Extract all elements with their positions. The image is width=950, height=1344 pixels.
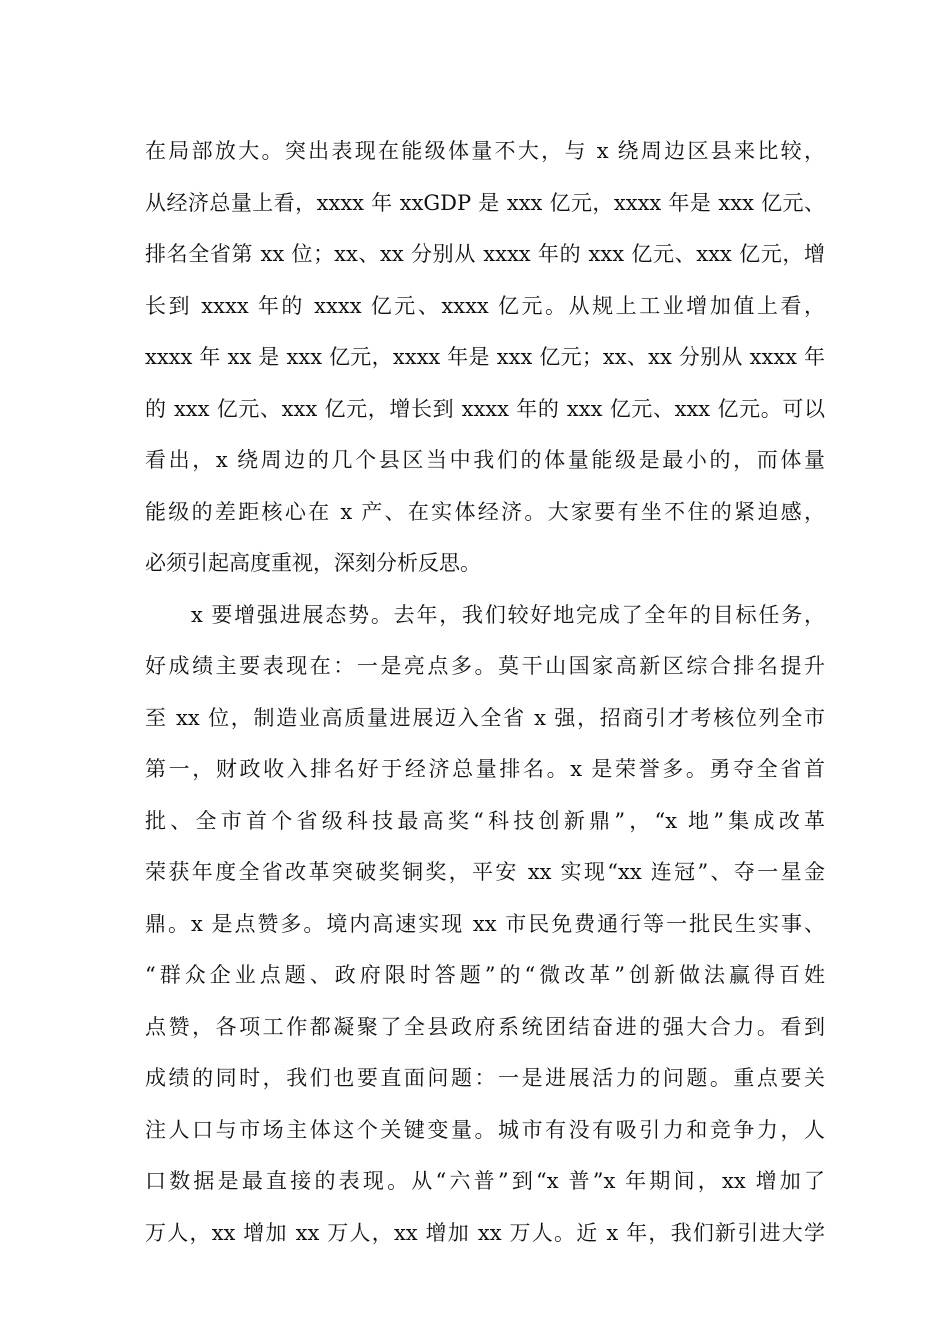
text-line: xxxx 年 xx 是 xxx 亿元，xxxx 年是 xxx 亿元；xx、xx 分别从 xxxx 年 <box>145 345 825 369</box>
text-line: 批、全市首个省级科技最高奖“科技创新鼎”，“x 地”集成改革 <box>145 808 825 833</box>
text-line: 注人口与市场主体这个关键变量。城市有没有吸引力和竞争力，人 <box>145 1117 825 1142</box>
text-line: 成绩的同时，我们也要直面问题：一是进展活力的问题。重点要关 <box>145 1066 825 1090</box>
text-line: 看出，x 绕周边的几个县区当中我们的体量能级是最小的，而体量 <box>145 448 825 472</box>
text-line: 口数据是最直接的表现。从“六普”到“x 普”x 年期间，xx 增加了 <box>145 1169 825 1193</box>
paragraph-start-line: x 要增强进展态势。去年，我们较好地完成了全年的目标任务， <box>191 602 825 627</box>
body-text <box>145 128 825 1261</box>
text-line: 万人，xx 增加 xx 万人，xx 增加 xx 万人。近 x 年，我们新引进大学 <box>145 1220 825 1245</box>
text-line: 鼎。x 是点赞多。境内高速实现 xx 市民免费通行等一批民生实事、 <box>145 911 825 936</box>
text-line: 排名全省第 xx 位；xx、xx 分别从 xxxx 年的 xxx 亿元、xxx 亿元，增 <box>145 242 825 266</box>
text-line: 长到 xxxx 年的 xxxx 亿元、xxxx 亿元。从规上工业增加值上看， <box>145 293 825 318</box>
text-line: “群众企业点题、政府限时答题”的“微改革”创新做法赢得百姓 <box>145 963 825 987</box>
text-line: 在局部放大。突出表现在能级体量不大，与 x 绕周边区县来比较， <box>145 139 825 163</box>
text-line: 好成绩主要表现在：一是亮点多。莫干山国家高新区综合排名提升 <box>145 654 825 678</box>
text-line: 点赞，各项工作都凝聚了全县政府系统团结奋进的强大合力。看到 <box>145 1014 825 1039</box>
text-line: 第一，财政收入排名好于经济总量排名。x 是荣誉多。勇夺全省首 <box>145 757 825 781</box>
text-line: 的 xxx 亿元、xxx 亿元，增长到 xxxx 年的 xxx 亿元、xxx 亿元。可以 <box>145 396 825 421</box>
paragraph-end-line: 必须引起高度重视，深刻分析反思。 <box>145 551 481 575</box>
text-line: 荣获年度全省改革突破奖铜奖，平安 xx 实现“xx 连冠”、夺一星金 <box>145 860 825 884</box>
text-line: 能级的差距核心在 x 产、在实体经济。大家要有坐不住的紧迫感， <box>145 499 825 524</box>
text-line: 从经济总量上看，xxxx 年 xxGDP 是 xxx 亿元，xxxx 年是 xxx 亿元、 <box>145 190 825 215</box>
text-line: 至 xx 位，制造业高质量进展迈入全省 x 强，招商引才考核位列全市 <box>145 705 825 730</box>
